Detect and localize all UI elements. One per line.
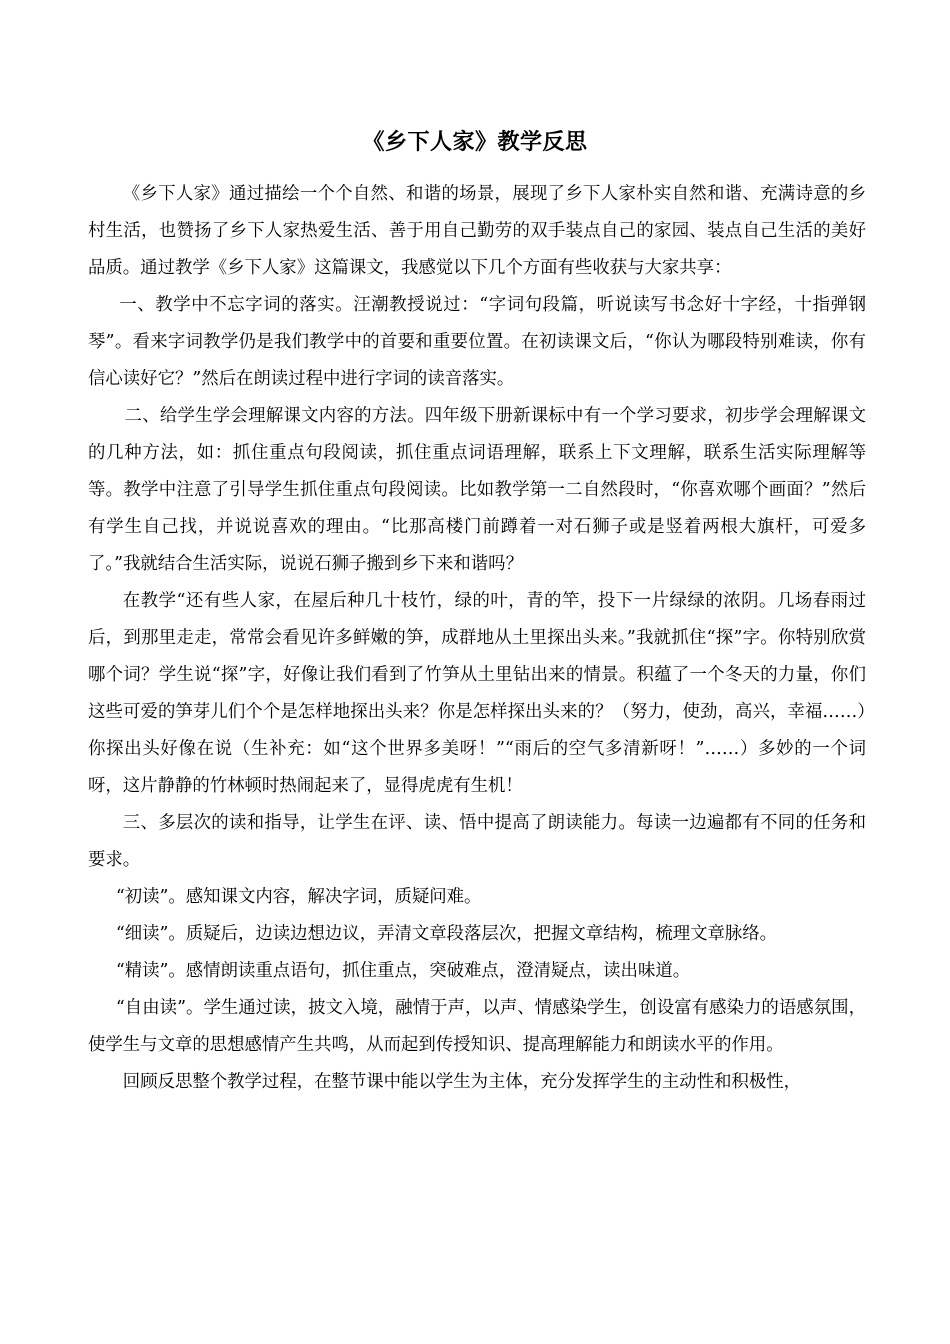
document-title: 《乡下人家》教学反思 bbox=[362, 129, 588, 155]
paragraph-point-1: 一、教学中不忘字词的落实。汪潮教授说过：“字词句段篇，听说读写书念好十字经，十指弹钢琴”。看来字词教学仍是我们教学中的首要和重要位置。在初读课文后，“你认为哪段特别难读，你有信心读好它？”然后在朗读过程中进行字词的读音落实。 bbox=[88, 295, 866, 389]
paragraph-intensive-read: “精读”。感情朗读重点语句，抓住重点，突破难点，澄清疑点，读出味道。 bbox=[115, 961, 691, 981]
paragraph-reflection: 回顾反思整个教学过程，在整节课中能以学生为主体，充分发挥学生的主动性和积极性， bbox=[122, 1072, 802, 1092]
paragraph-close-read: “细读”。质疑后，边读边想边议，弄清文章段落层次，把握文章结构，梳理文章脉络。 bbox=[115, 924, 778, 944]
paragraph-point-3: 三、多层次的读和指导，让学生在评、读、悟中提高了朗读能力。每读一边遍都有不同的任务和要求。 bbox=[88, 813, 866, 870]
paragraph-free-read: “自由读”。学生通过读，披文入境，融情于声，以声、情感染学生，创设富有感染力的语感氛围，使学生与文章的思想感情产生共鸣，从而起到传授知识、提高理解能力和朗读水平的作用。 bbox=[88, 998, 866, 1055]
paragraph-example: 在教学“还有些人家，在屋后种几十枝竹，绿的叶，青的竿，投下一片绿绿的浓阴。几场春雨过后，到那里走走，常常会看见许多鲜嫩的笋，成群地从土里探出头来。”我就抓住“探”字。你特别欣赏哪个词？学生说“探”字，好像让我们看到了竹笋从土里钻出来的情景。积蕴了一个冬天的力量，你们这些可爱的笋芽儿们个个是怎样地探出头来？你是怎样探出头来的？（努力，使劲，高兴，幸福……）你探出头好像在说（生补充：如“这个世界多美呀！”“雨后的空气多清新呀！”……）多妙的一个词呀，这片静静的竹林顿时热闹起来了，显得虎虎有生机！ bbox=[88, 591, 866, 796]
document-body bbox=[88, 176, 866, 1101]
paragraph-intro: 《乡下人家》通过描绘一个个自然、和谐的场景，展现了乡下人家朴实自然和谐、充满诗意的乡村生活，也赞扬了乡下人家热爱生活、善于用自己勤劳的双手装点自己的家园、装点自己生活的美好品质。通过教学《乡下人家》这篇课文，我感觉以下几个方面有些收获与大家共享： bbox=[88, 184, 866, 278]
paragraph-point-2: 二、给学生学会理解课文内容的方法。四年级下册新课标中有一个学习要求，初步学会理解课文的几种方法，如：抓住重点句段阅读，抓住重点词语理解，联系上下文理解，联系生活实际理解等等。教学中注意了引导学生抓住重点句段阅读。比如教学第一二自然段时，“你喜欢哪个画面？”然后有学生自己找，并说说喜欢的理由。“比那高楼门前蹲着一对石狮子或是竖着两根大旗杆，可爱多了。”我就结合生活实际，说说石狮子搬到乡下来和谐吗？ bbox=[88, 406, 866, 574]
paragraph-first-read: “初读”。感知课文内容，解决字词，质疑问难。 bbox=[115, 887, 482, 907]
